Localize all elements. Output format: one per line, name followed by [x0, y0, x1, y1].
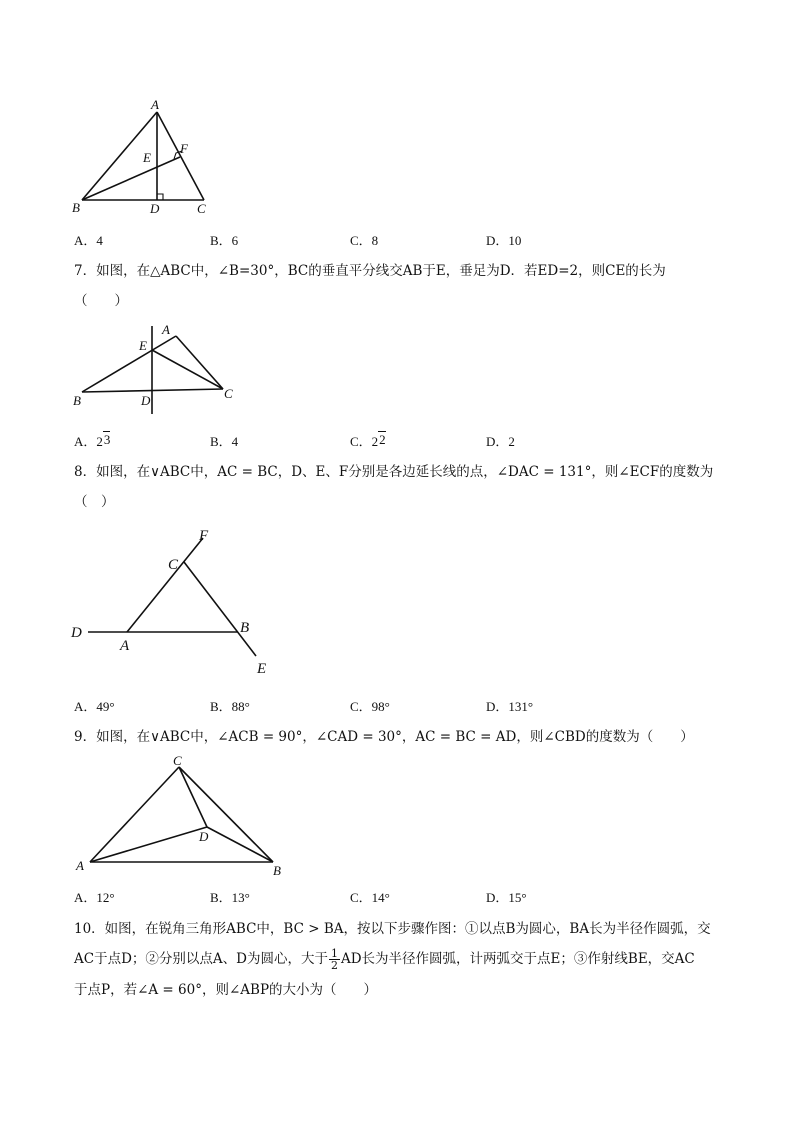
altitude-bf: [82, 157, 180, 200]
segment-ac: [157, 112, 204, 200]
choice-d[interactable]: D．15°: [486, 890, 527, 905]
choice-d[interactable]: D．2: [486, 434, 515, 449]
question-9-text: 9．如图，在∨ABC中，∠ACB = 90°，∠CAD = 30°，AC = BC = AD，则∠CBD的度数为（ ）: [74, 729, 694, 745]
label-f: F: [180, 141, 188, 156]
label-a: A: [76, 858, 84, 873]
fraction-numerator: 1: [330, 947, 338, 960]
sqrt-3: 3: [103, 432, 111, 447]
label-d: D: [150, 201, 160, 216]
label-a: A: [162, 322, 170, 337]
label-e: E: [143, 150, 151, 165]
label-e: E: [139, 338, 147, 353]
question-8: [74, 462, 734, 512]
question-10-line-3: 于点P，若∠A = 60°，则∠ABP的大小为（ ）: [74, 982, 378, 998]
figure-q6: [70, 96, 220, 218]
label-f: F: [199, 528, 209, 544]
label-a: A: [151, 97, 159, 112]
fraction-one-half: [329, 948, 340, 971]
question-10-line-2: [74, 948, 734, 971]
label-b: B: [72, 200, 80, 215]
choice-c[interactable]: C．2 2: [350, 432, 386, 449]
segment-ab: [82, 336, 176, 392]
question-10-line-2a: AC于点D；②分别以点A、D为圆心，大于: [74, 951, 328, 967]
label-e: E: [257, 661, 267, 677]
label-b: B: [73, 393, 81, 408]
label-d: D: [199, 829, 209, 844]
question-7-bracket: （ ）: [74, 293, 128, 309]
line-ac-extended: [127, 538, 203, 632]
question-9: [74, 727, 734, 747]
choice-d[interactable]: D．131°: [486, 699, 534, 714]
figure-q8: [68, 528, 278, 678]
choice-a[interactable]: A．49°: [74, 699, 115, 714]
choice-a[interactable]: A．2 3: [74, 432, 111, 449]
label-b: B: [240, 620, 250, 636]
choice-c[interactable]: C．14°: [350, 890, 390, 905]
question-7-text: 7．如图，在△ABC中，∠B=30°，BC的垂直平分线交AB于E，垂足为D．若ED=2，则CE的长为: [74, 263, 666, 279]
segment-ce: [152, 350, 223, 389]
sqrt-2: 2: [379, 432, 386, 447]
segment-ac: [90, 767, 179, 862]
question-10-line-1: 10．如图，在锐角三角形ABC中，BC > BA，按以下步骤作图：①以点B为圆心，BA长为半径作圆弧，交: [74, 921, 711, 937]
choice-b[interactable]: B．6: [210, 233, 239, 248]
label-c: C: [168, 557, 179, 573]
line-cb-extended: [184, 562, 256, 656]
choice-a[interactable]: A．12°: [74, 890, 115, 905]
question-7: [74, 261, 734, 311]
label-a: A: [120, 638, 130, 654]
figure-q7: [70, 322, 240, 414]
question-10-line-2b: AD长为半径作圆弧，计两弧交于点E；③作射线BE，交AC: [340, 951, 695, 967]
choice-c[interactable]: C．8: [350, 233, 379, 248]
figure-q9: [70, 752, 290, 880]
label-c: C: [173, 753, 182, 768]
question-8-text: 8．如图，在∨ABC中，AC = BC，D、E、F分别是各边延长线的点，∠DAC = 131°，则∠ECF的度数为: [74, 464, 714, 480]
choice-c[interactable]: C．98°: [350, 699, 390, 714]
label-b: B: [273, 863, 281, 878]
segment-cd: [179, 767, 207, 827]
label-c: C: [197, 201, 206, 216]
right-angle-mark-d: [157, 194, 163, 200]
segment-db: [207, 827, 273, 862]
question-8-bracket: （ ）: [74, 494, 115, 510]
choice-b[interactable]: B．4: [210, 434, 239, 449]
label-d: D: [141, 393, 151, 408]
choice-b[interactable]: B．88°: [210, 699, 250, 714]
question-10: [74, 918, 734, 1001]
fraction-denominator: 2: [330, 959, 338, 972]
segment-ac: [176, 336, 223, 389]
label-d: D: [71, 625, 82, 641]
choice-a[interactable]: A．4: [74, 233, 103, 248]
segment-cb: [179, 767, 273, 862]
choice-b[interactable]: B．13°: [210, 890, 250, 905]
choice-d[interactable]: D．10: [486, 233, 522, 248]
segment-ad: [90, 827, 207, 862]
label-c: C: [224, 386, 233, 401]
